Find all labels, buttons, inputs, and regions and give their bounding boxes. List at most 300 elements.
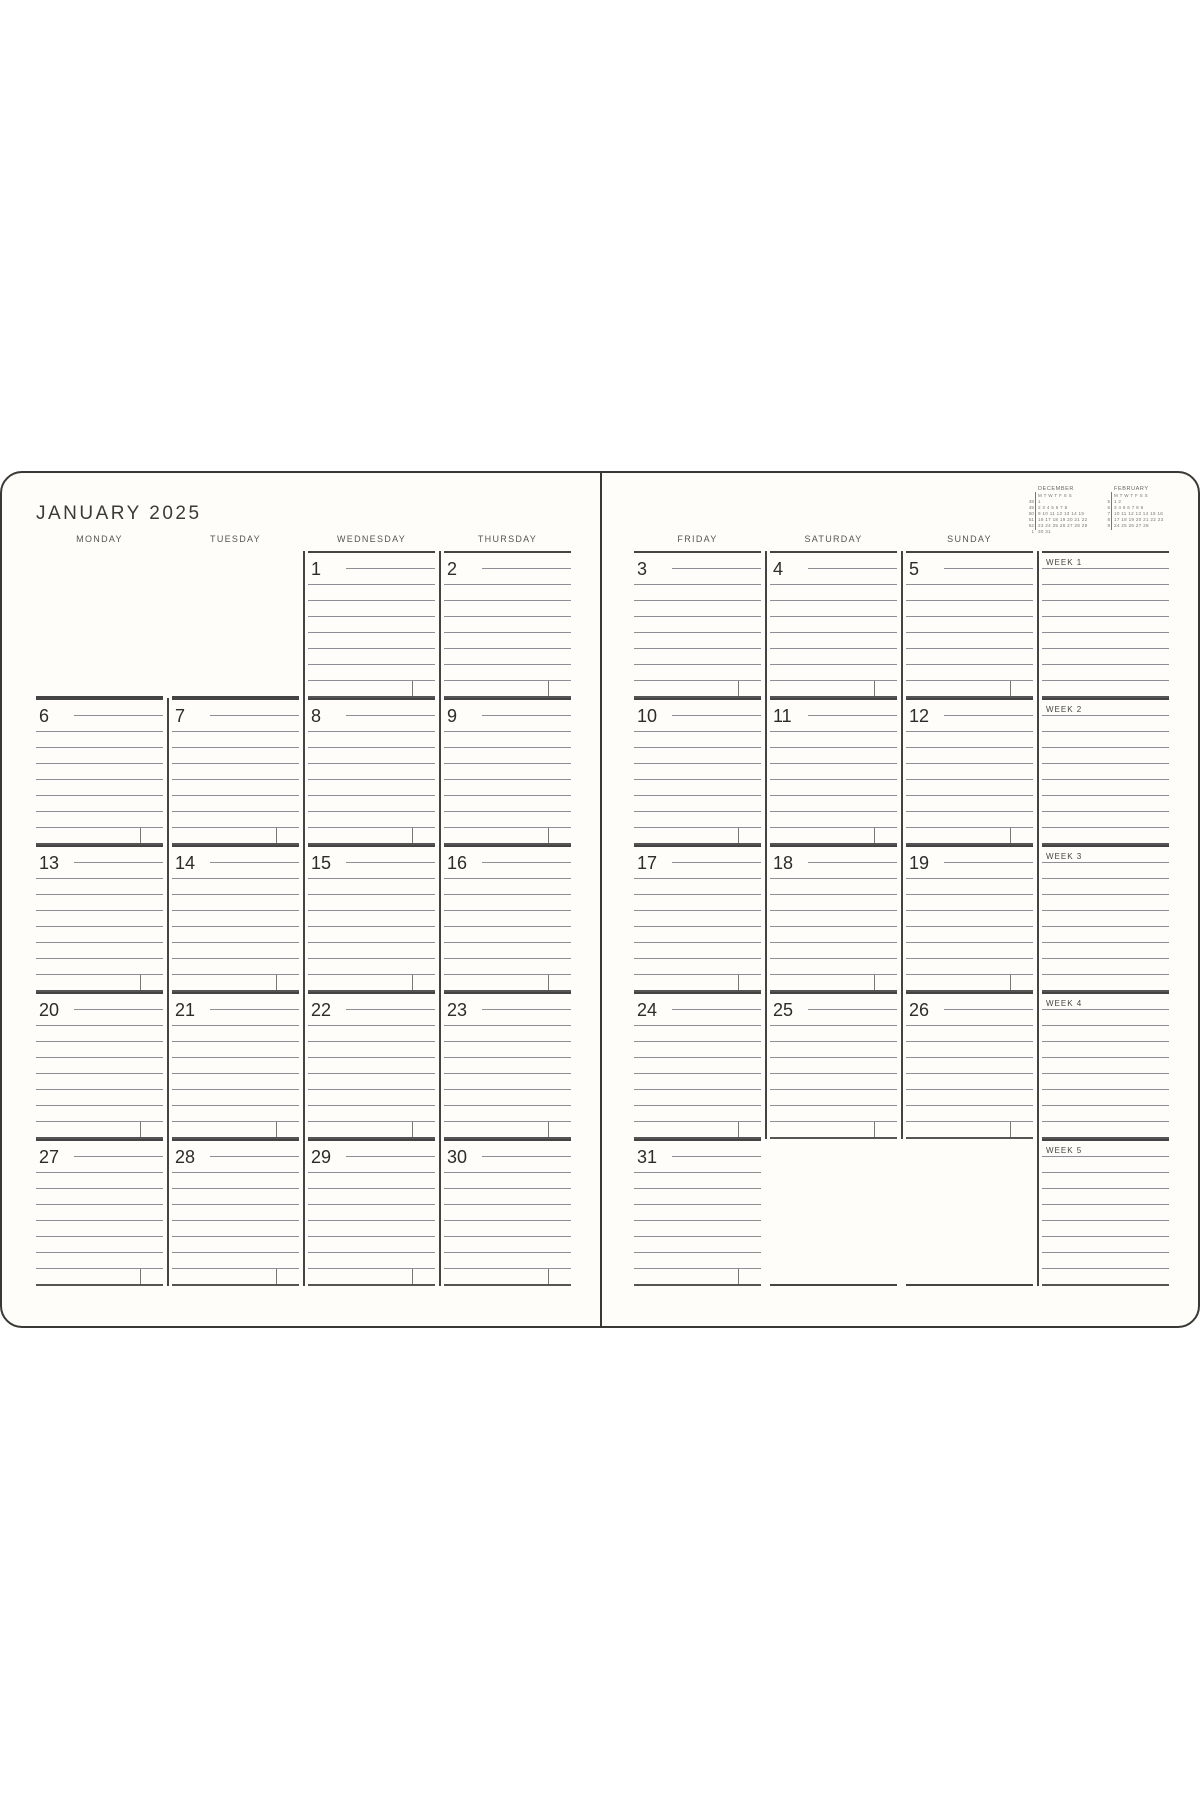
writing-line xyxy=(36,747,163,748)
writing-line xyxy=(308,747,435,748)
writing-line xyxy=(444,1025,571,1026)
writing-line xyxy=(444,763,571,764)
day-cell xyxy=(770,698,897,845)
writing-line xyxy=(634,1172,761,1173)
writing-line xyxy=(906,584,1033,585)
writing-line xyxy=(444,779,571,780)
writing-line xyxy=(906,974,1033,975)
empty-day-cell xyxy=(770,1139,897,1286)
writing-line xyxy=(634,1268,761,1269)
writing-line xyxy=(1042,827,1169,828)
mini-calendar-days: 3 4 5 6 7 8 9 xyxy=(1114,505,1144,510)
writing-line xyxy=(172,1172,299,1173)
end-of-day-tick xyxy=(276,1122,277,1137)
week-writing-lines xyxy=(1042,992,1169,1139)
cell-writing-lines xyxy=(444,698,571,845)
writing-line xyxy=(36,1220,163,1221)
writing-line xyxy=(308,1220,435,1221)
writing-line xyxy=(1042,1172,1169,1173)
writing-line xyxy=(444,1252,571,1253)
writing-line xyxy=(172,1268,299,1269)
writing-line xyxy=(444,910,571,911)
writing-line xyxy=(1042,731,1169,732)
writing-line xyxy=(308,664,435,665)
writing-line xyxy=(308,958,435,959)
writing-line xyxy=(1042,747,1169,748)
writing-line xyxy=(36,1089,163,1090)
writing-line xyxy=(634,878,761,879)
writing-line xyxy=(482,862,571,863)
day-number: 24 xyxy=(637,1000,658,1020)
day-number: 10 xyxy=(637,706,658,726)
writing-line xyxy=(308,1204,435,1205)
writing-line xyxy=(172,795,299,796)
writing-line xyxy=(74,1156,163,1157)
mini-calendar-days: 17 18 19 20 21 22 23 xyxy=(1114,517,1164,522)
writing-line xyxy=(444,600,571,601)
writing-line xyxy=(308,1073,435,1074)
writing-line xyxy=(1042,1025,1169,1026)
writing-line xyxy=(444,632,571,633)
writing-line xyxy=(906,664,1033,665)
writing-line xyxy=(1042,1236,1169,1237)
writing-line xyxy=(308,680,435,681)
mini-calendar-days: 30 31 xyxy=(1038,529,1051,534)
end-of-day-tick xyxy=(738,1122,739,1137)
writing-line xyxy=(172,1236,299,1237)
writing-line xyxy=(1042,974,1169,975)
day-cell xyxy=(172,845,299,992)
writing-line xyxy=(770,1121,897,1122)
mini-calendar-week-number: 8 xyxy=(1107,517,1110,522)
writing-line xyxy=(1042,1204,1169,1205)
writing-line xyxy=(36,894,163,895)
writing-line xyxy=(444,958,571,959)
day-number: 20 xyxy=(39,1000,60,1020)
writing-line xyxy=(1042,1220,1169,1221)
mini-calendar-days: 10 11 12 13 14 15 16 xyxy=(1114,511,1164,516)
day-number: 27 xyxy=(39,1147,60,1167)
day-cell xyxy=(770,551,897,698)
writing-line xyxy=(36,1041,163,1042)
day-cell xyxy=(634,698,761,845)
left-page xyxy=(2,473,600,1326)
writing-line xyxy=(36,1172,163,1173)
writing-line xyxy=(444,680,571,681)
writing-line xyxy=(36,926,163,927)
week-notes-column xyxy=(1042,845,1169,992)
writing-line xyxy=(770,1105,897,1106)
writing-line xyxy=(308,1188,435,1189)
mini-calendar-week-number: 48 xyxy=(1028,499,1034,504)
writing-line xyxy=(36,811,163,812)
day-number: 6 xyxy=(39,706,50,726)
writing-line xyxy=(1042,664,1169,665)
writing-line xyxy=(906,731,1033,732)
writing-line xyxy=(634,1236,761,1237)
writing-line xyxy=(634,1252,761,1253)
writing-line xyxy=(346,862,435,863)
writing-line xyxy=(36,779,163,780)
end-of-day-tick xyxy=(738,681,739,696)
writing-line xyxy=(444,1236,571,1237)
writing-line xyxy=(770,878,897,879)
writing-line xyxy=(444,1204,571,1205)
writing-line xyxy=(906,1073,1033,1074)
writing-line xyxy=(1042,779,1169,780)
writing-line xyxy=(1042,1268,1169,1269)
writing-line xyxy=(634,795,761,796)
day-cell xyxy=(634,992,761,1139)
writing-line xyxy=(172,763,299,764)
week-label: WEEK 2 xyxy=(1046,705,1083,714)
writing-line xyxy=(906,795,1033,796)
writing-line xyxy=(36,1025,163,1026)
end-of-day-tick xyxy=(874,975,875,990)
end-of-day-tick xyxy=(276,828,277,843)
planner-spread xyxy=(0,471,1200,1328)
mini-calendar-days: 24 25 26 27 28 xyxy=(1114,523,1149,528)
mini-calendar-week-number: 52 xyxy=(1028,523,1034,528)
writing-line xyxy=(172,1220,299,1221)
writing-line xyxy=(444,811,571,812)
day-number: 11 xyxy=(773,706,792,726)
writing-line xyxy=(906,811,1033,812)
writing-line xyxy=(906,1105,1033,1106)
writing-line xyxy=(770,680,897,681)
day-number: 29 xyxy=(311,1147,332,1167)
writing-line xyxy=(308,1041,435,1042)
writing-line xyxy=(36,878,163,879)
mini-calendar-december xyxy=(1026,486,1088,532)
day-number: 18 xyxy=(773,853,794,873)
writing-line xyxy=(634,616,761,617)
day-number: 21 xyxy=(175,1000,196,1020)
writing-line xyxy=(1042,910,1169,911)
writing-line xyxy=(308,763,435,764)
writing-line xyxy=(308,600,435,601)
end-of-day-tick xyxy=(276,975,277,990)
mini-calendar-days: 23 24 25 26 27 28 29 xyxy=(1038,523,1088,528)
writing-line xyxy=(172,1025,299,1026)
writing-line xyxy=(944,862,1033,863)
writing-line xyxy=(906,600,1033,601)
writing-line xyxy=(308,1236,435,1237)
day-cell xyxy=(36,1139,163,1286)
writing-line xyxy=(634,910,761,911)
writing-line xyxy=(172,1041,299,1042)
writing-line xyxy=(172,1284,299,1286)
writing-line xyxy=(770,827,897,828)
writing-line xyxy=(770,811,897,812)
writing-line xyxy=(308,1025,435,1026)
mini-calendar-days: 1 2 xyxy=(1114,499,1122,504)
day-number: 19 xyxy=(909,853,930,873)
writing-line xyxy=(444,648,571,649)
writing-line xyxy=(770,632,897,633)
end-of-day-tick xyxy=(874,681,875,696)
writing-line xyxy=(808,1009,897,1010)
writing-line xyxy=(634,1057,761,1058)
writing-line xyxy=(308,827,435,828)
writing-line xyxy=(172,894,299,895)
writing-line xyxy=(1042,1073,1169,1074)
writing-line xyxy=(770,1073,897,1074)
writing-line xyxy=(634,1204,761,1205)
writing-line xyxy=(172,942,299,943)
month-title: JANUARY 2025 xyxy=(36,503,202,524)
end-of-day-tick xyxy=(874,828,875,843)
cell-writing-lines xyxy=(172,698,299,845)
writing-line xyxy=(172,811,299,812)
writing-line xyxy=(444,942,571,943)
writing-line xyxy=(210,1156,299,1157)
day-number: 9 xyxy=(447,706,458,726)
empty-day-cell xyxy=(172,551,299,698)
writing-line xyxy=(444,1284,571,1286)
day-number: 12 xyxy=(909,706,930,726)
writing-line xyxy=(74,862,163,863)
day-number: 3 xyxy=(637,559,648,579)
end-of-day-tick xyxy=(1010,1122,1011,1137)
writing-line xyxy=(74,715,163,716)
writing-line xyxy=(36,763,163,764)
writing-line xyxy=(172,1105,299,1106)
day-number: 7 xyxy=(175,706,186,726)
day-cell xyxy=(308,698,435,845)
writing-line xyxy=(1042,1105,1169,1106)
writing-line xyxy=(1042,894,1169,895)
mini-calendar-february xyxy=(1102,486,1164,532)
writing-line xyxy=(770,894,897,895)
cell-writing-lines xyxy=(36,698,163,845)
day-cell xyxy=(906,845,1033,992)
day-cell xyxy=(444,845,571,992)
writing-line xyxy=(308,1057,435,1058)
writing-line xyxy=(808,715,897,716)
writing-line xyxy=(770,600,897,601)
writing-line xyxy=(634,648,761,649)
week-label: WEEK 4 xyxy=(1046,999,1083,1008)
mini-calendar-days: 16 17 18 19 20 21 22 xyxy=(1038,517,1088,522)
writing-line xyxy=(172,926,299,927)
writing-line xyxy=(210,715,299,716)
writing-line xyxy=(172,1204,299,1205)
writing-line xyxy=(808,568,897,569)
writing-line xyxy=(770,584,897,585)
writing-line xyxy=(906,1121,1033,1122)
week-notes-column xyxy=(1042,1139,1169,1286)
writing-line xyxy=(172,827,299,828)
mini-calendar-title: FEBRUARY xyxy=(1114,486,1149,492)
mini-calendar-days: 2 3 4 5 6 7 8 xyxy=(1038,505,1068,510)
end-of-day-tick xyxy=(412,681,413,696)
week-writing-lines xyxy=(1042,845,1169,992)
writing-line xyxy=(36,1236,163,1237)
writing-line xyxy=(906,648,1033,649)
writing-line xyxy=(210,1009,299,1010)
writing-line xyxy=(172,1188,299,1189)
day-number: 28 xyxy=(175,1147,196,1167)
end-of-day-tick xyxy=(412,828,413,843)
cell-writing-lines xyxy=(634,551,761,698)
writing-line xyxy=(444,584,571,585)
end-of-day-tick xyxy=(738,828,739,843)
writing-line xyxy=(770,1057,897,1058)
writing-line xyxy=(1042,795,1169,796)
end-of-day-tick xyxy=(548,828,549,843)
week-writing-lines xyxy=(1042,551,1169,698)
day-header-wednesday: WEDNESDAY xyxy=(336,534,407,544)
writing-line xyxy=(906,632,1033,633)
end-of-day-tick xyxy=(548,1269,549,1284)
day-header-sunday: SUNDAY xyxy=(947,534,992,544)
writing-line xyxy=(770,763,897,764)
writing-line xyxy=(444,1041,571,1042)
writing-line xyxy=(308,632,435,633)
writing-line xyxy=(672,862,761,863)
writing-line xyxy=(308,910,435,911)
writing-line xyxy=(1042,616,1169,617)
writing-line xyxy=(172,910,299,911)
writing-line xyxy=(210,862,299,863)
writing-line xyxy=(1042,763,1169,764)
day-number: 8 xyxy=(311,706,322,726)
writing-line xyxy=(634,1025,761,1026)
writing-line xyxy=(346,1009,435,1010)
day-cell xyxy=(906,992,1033,1139)
writing-line xyxy=(906,747,1033,748)
day-cell xyxy=(906,551,1033,698)
mini-calendar-rows xyxy=(1026,493,1088,535)
writing-line xyxy=(634,1188,761,1189)
writing-line xyxy=(172,878,299,879)
writing-line xyxy=(770,1089,897,1090)
writing-line xyxy=(944,1009,1033,1010)
writing-line xyxy=(770,795,897,796)
day-cell xyxy=(308,992,435,1139)
mini-calendar-days: 9 10 11 12 13 14 15 xyxy=(1038,511,1085,516)
writing-line xyxy=(36,942,163,943)
writing-line xyxy=(672,1009,761,1010)
empty-cell-bottom-rule xyxy=(906,1284,1033,1286)
end-of-day-tick xyxy=(738,1269,739,1284)
writing-line xyxy=(36,731,163,732)
writing-line xyxy=(1042,680,1169,681)
writing-line xyxy=(444,894,571,895)
writing-line xyxy=(1042,715,1169,716)
mini-calendar-week-number: 5 xyxy=(1107,499,1110,504)
end-of-day-tick xyxy=(738,975,739,990)
writing-line xyxy=(906,942,1033,943)
end-of-day-tick xyxy=(140,1122,141,1137)
writing-line xyxy=(1042,811,1169,812)
writing-line xyxy=(482,1156,571,1157)
week-notes-column xyxy=(1042,551,1169,698)
writing-line xyxy=(444,731,571,732)
writing-line xyxy=(1042,648,1169,649)
writing-line xyxy=(1042,942,1169,943)
writing-line xyxy=(906,1041,1033,1042)
writing-line xyxy=(634,747,761,748)
writing-line xyxy=(36,827,163,828)
writing-line xyxy=(1042,1121,1169,1122)
writing-line xyxy=(906,1025,1033,1026)
end-of-day-tick xyxy=(548,681,549,696)
writing-line xyxy=(634,779,761,780)
writing-line xyxy=(482,568,571,569)
writing-line xyxy=(770,1025,897,1026)
writing-line xyxy=(172,958,299,959)
mini-calendar-week xyxy=(1102,523,1164,529)
writing-line xyxy=(1042,862,1169,863)
writing-line xyxy=(906,910,1033,911)
writing-line xyxy=(1042,584,1169,585)
day-cell xyxy=(634,1139,761,1286)
week-notes-column xyxy=(1042,992,1169,1139)
mini-calendar-week-number: 9 xyxy=(1107,523,1110,528)
writing-line xyxy=(172,974,299,975)
week-writing-lines xyxy=(1042,698,1169,845)
writing-line xyxy=(444,1188,571,1189)
week-label: WEEK 3 xyxy=(1046,852,1083,861)
writing-line xyxy=(444,1105,571,1106)
empty-day-cell xyxy=(36,551,163,698)
writing-line xyxy=(1042,878,1169,879)
day-cell xyxy=(172,698,299,845)
writing-line xyxy=(36,1073,163,1074)
writing-line xyxy=(36,1105,163,1106)
writing-line xyxy=(1042,1252,1169,1253)
writing-line xyxy=(770,942,897,943)
writing-line xyxy=(74,1009,163,1010)
writing-line xyxy=(444,1220,571,1221)
writing-line xyxy=(906,878,1033,879)
day-cell xyxy=(444,1139,571,1286)
day-cell xyxy=(308,845,435,992)
day-cell xyxy=(444,992,571,1139)
day-cell xyxy=(36,992,163,1139)
writing-line xyxy=(1042,1284,1169,1286)
writing-line xyxy=(634,811,761,812)
writing-line xyxy=(36,1057,163,1058)
mini-calendar-week-number: 7 xyxy=(1107,511,1110,516)
mini-calendar-week-number: 1 xyxy=(1031,529,1034,534)
writing-line xyxy=(482,715,571,716)
mini-calendar-week xyxy=(1026,529,1088,535)
writing-line xyxy=(634,632,761,633)
writing-line xyxy=(672,568,761,569)
writing-line xyxy=(634,942,761,943)
mini-calendar-rows xyxy=(1102,493,1164,529)
writing-line xyxy=(1042,958,1169,959)
writing-line xyxy=(36,974,163,975)
writing-line xyxy=(444,1073,571,1074)
right-page xyxy=(602,473,1198,1326)
writing-line xyxy=(308,1121,435,1122)
writing-line xyxy=(770,958,897,959)
writing-line xyxy=(1042,632,1169,633)
writing-line xyxy=(308,942,435,943)
writing-line xyxy=(770,974,897,975)
writing-line xyxy=(36,910,163,911)
day-number: 5 xyxy=(909,559,920,579)
week-writing-lines xyxy=(1042,1139,1169,1286)
writing-line xyxy=(906,1089,1033,1090)
writing-line xyxy=(36,1252,163,1253)
end-of-day-tick xyxy=(412,1269,413,1284)
writing-line xyxy=(634,1089,761,1090)
